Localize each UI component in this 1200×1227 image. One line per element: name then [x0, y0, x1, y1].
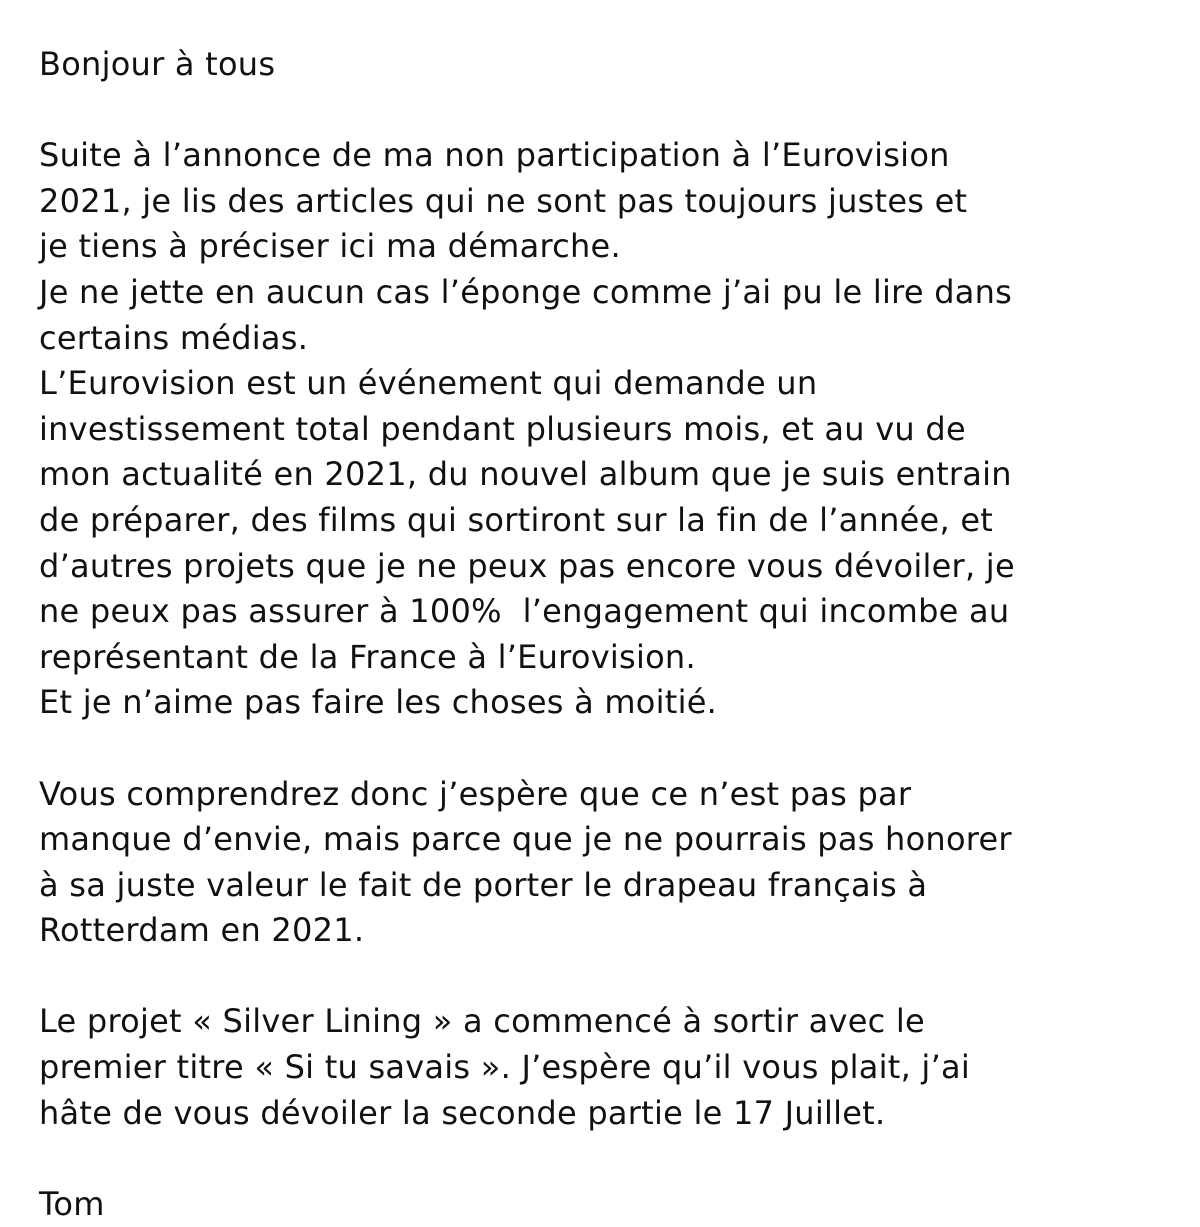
text-line: manque d’envie, mais parce que je ne pourrais pas honorer [39, 820, 1012, 859]
letter-body [39, 42, 1189, 1227]
text-line: 2021, je lis des articles qui ne sont pas toujours justes et [39, 181, 968, 220]
text-line: à sa juste valeur le fait de porter le drapeau français à [39, 865, 928, 904]
text-line: L’Eurovision est un événement qui demande un [39, 364, 818, 403]
text-line: certains médias. [39, 318, 309, 357]
text-line: Suite à l’annonce de ma non participation à l’Eurovision [39, 136, 950, 175]
text-line: Rotterdam en 2021. [39, 911, 365, 950]
signature: Tom [39, 1184, 105, 1223]
text-line: Et je n’aime pas faire les choses à moitié. [39, 683, 718, 722]
text-line: d’autres projets que je ne peux pas encore vous dévoiler, je [39, 546, 1015, 585]
paragraph-explanation [39, 772, 1189, 954]
text-line: Vous comprendrez donc j’espère que ce n’est pas par [39, 774, 912, 813]
text-line: de préparer, des films qui sortiront sur la fin de l’année, et [39, 500, 994, 539]
text-line: premier titre « Si tu savais ». J’espère qu’il vous plait, j’ai [39, 1048, 970, 1087]
text-line: investissement total pendant plusieurs mois, et au vu de [39, 409, 966, 448]
paragraph-project [39, 999, 1189, 1136]
text-line: Je ne jette en aucun cas l’éponge comme j’ai pu le lire dans [39, 272, 1013, 311]
paragraph-spacer [39, 1136, 1189, 1182]
paragraph-announcement [39, 133, 1189, 726]
paragraph-spacer [39, 954, 1189, 1000]
text-line: ne peux pas assurer à 100% l’engagement qui incombe au [39, 592, 1010, 631]
text-line: représentant de la France à l’Eurovision. [39, 637, 696, 676]
text-line: hâte de vous dévoiler la seconde partie le 17 Juillet. [39, 1093, 886, 1132]
paragraph-spacer [39, 88, 1189, 134]
paragraph-spacer [39, 726, 1189, 772]
text-line: je tiens à préciser ici ma démarche. [39, 227, 621, 266]
greeting: Bonjour à tous [39, 45, 276, 83]
text-line: Le projet « Silver Lining » a commencé à sortir avec le [39, 1002, 925, 1041]
text-line: mon actualité en 2021, du nouvel album que je suis entrain [39, 455, 1012, 494]
